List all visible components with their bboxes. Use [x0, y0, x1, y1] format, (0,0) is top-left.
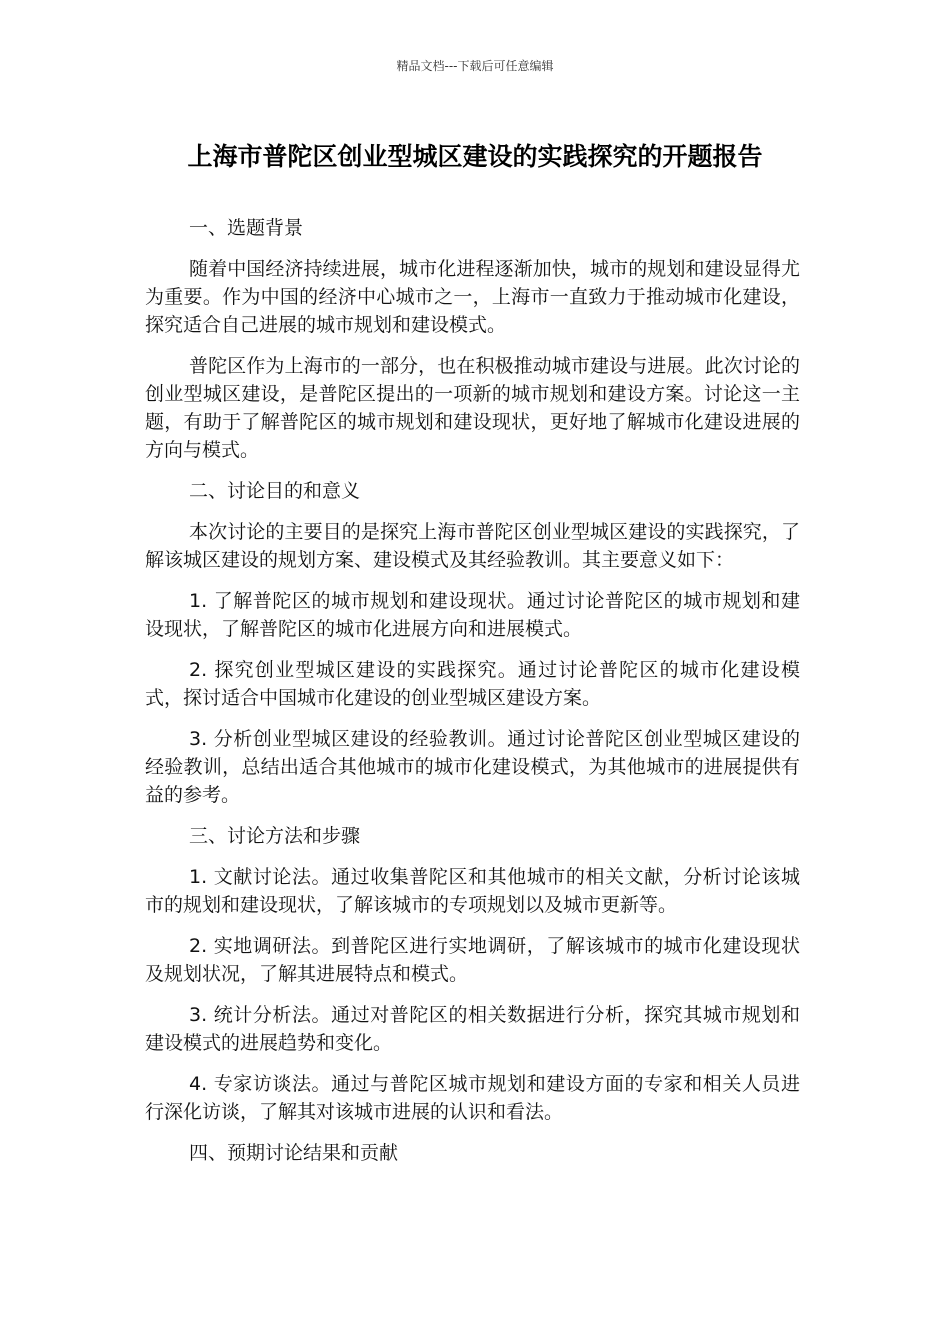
list-item: 2. 探究创业型城区建设的实践探究。通过讨论普陀区的城市化建设模式，探讨适合中国城市化建设的创业型城区建设方案。 [145, 659, 800, 709]
paragraph: 普陀区作为上海市的一部分，也在积极推动城市建设与进展。此次讨论的创业型城区建设，是普陀区提出的一项新的城市规划和建设方案。讨论这一主题，有助于了解普陀区的城市规划和建设现状，更好地了解城市化建设进展的方向与模式。 [145, 355, 800, 461]
list-item: 4. 专家访谈法。通过与普陀区城市规划和建设方面的专家和相关人员进行深化访谈，了解其对该城市进展的认识和看法。 [145, 1073, 800, 1123]
list-item: 3. 统计分析法。通过对普陀区的相关数据进行分析，探究其城市规划和建设模式的进展趋势和变化。 [145, 1004, 800, 1054]
list-item: 1. 了解普陀区的城市规划和建设现状。通过讨论普陀区的城市规划和建设现状，了解普陀区的城市化进展方向和进展模式。 [145, 590, 800, 640]
list-item: 3. 分析创业型城区建设的经验教训。通过讨论普陀区创业型城区建设的经验教训，总结出适合其他城市的城市化建设模式，为其他城市的进展提供有益的参考。 [145, 728, 800, 806]
section-heading-methods: 三、讨论方法和步骤 [189, 825, 361, 847]
paragraph: 随着中国经济持续进展，城市化进程逐渐加快，城市的规划和建设显得尤为重要。作为中国的经济中心城市之一，上海市一直致力于推动城市化建设，探究适合自己进展的城市规划和建设模式。 [145, 258, 800, 336]
section-heading-purpose: 二、讨论目的和意义 [189, 480, 361, 502]
section-heading-expected-results: 四、预期讨论结果和贡献 [189, 1142, 399, 1164]
list-item: 1. 文献讨论法。通过收集普陀区和其他城市的相关文献，分析讨论该城市的规划和建设现状，了解该城市的专项规划以及城市更新等。 [145, 866, 800, 916]
section-heading-background: 一、选题背景 [189, 217, 304, 239]
header-note: 精品文档---下载后可任意编辑 [396, 59, 554, 73]
document-title: 上海市普陀区创业型城区建设的实践探究的开题报告 [187, 142, 763, 171]
list-item: 2. 实地调研法。到普陀区进行实地调研，了解该城市的城市化建设现状及规划状况，了解其进展特点和模式。 [145, 935, 800, 985]
document-body [145, 214, 800, 1180]
paragraph: 本次讨论的主要目的是探究上海市普陀区创业型城区建设的实践探究，了解该城区建设的规划方案、建设模式及其经验教训。其主要意义如下： [145, 521, 800, 571]
